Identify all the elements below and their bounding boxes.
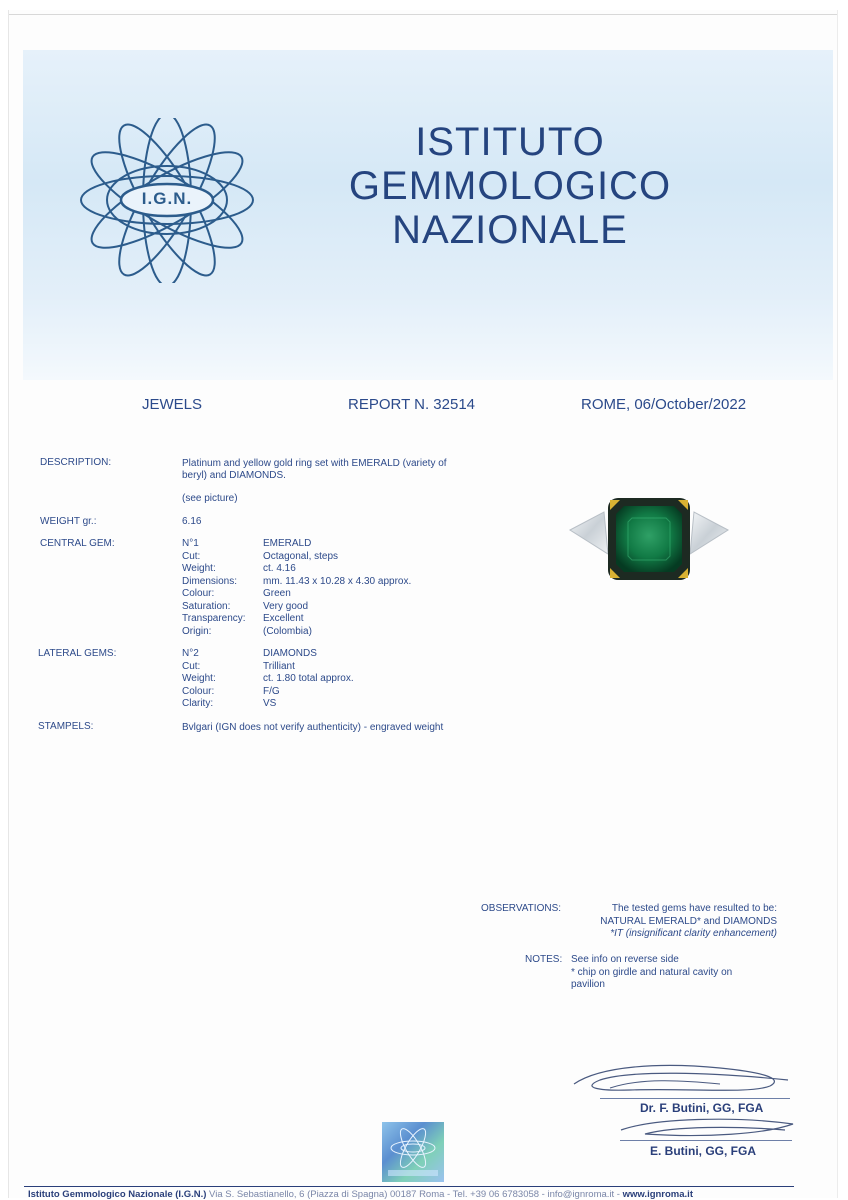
central-gem-key: Origin: (182, 625, 212, 637)
see-picture-note: (see picture) (182, 493, 238, 504)
lateral-gem-value: Trilliant (263, 660, 295, 672)
observations-text (560, 903, 777, 941)
footer-address: Via S. Sebastianello, 6 (Piazza di Spagna) 00187 Roma - Tel. +39 06 6783058 - info@ignroma.it - (209, 1189, 620, 1200)
central-gem-value: Green (263, 588, 291, 599)
observations-line-1: The tested gems have resulted to be: (611, 903, 777, 914)
observations-line-2: NATURAL EMERALD* and DIAMONDS (600, 915, 777, 927)
central-gem-value: (Colombia) (263, 625, 312, 637)
signature-1 (570, 1058, 795, 1098)
central-gem-key: Saturation: (182, 600, 231, 612)
central-gem-key: N°1 (182, 538, 199, 549)
central-gem-key: Dimensions: (182, 575, 238, 587)
lateral-gem-key: Weight: (182, 673, 216, 684)
description-label: DESCRIPTION: (40, 457, 112, 468)
central-gem-value: ct. 4.16 (263, 563, 296, 574)
central-gem-key: Weight: (182, 563, 216, 574)
signature-rule-2 (620, 1140, 792, 1141)
ring-picture (568, 492, 730, 588)
central-gem-label: CENTRAL GEM: (40, 538, 115, 549)
title-line-2: GEMMOLOGICO (348, 164, 672, 208)
central-gem-key: Colour: (182, 588, 215, 599)
place-date: ROME, 06/October/2022 (581, 396, 747, 413)
description-line-1: Platinum and yellow gold ring set with EMERALD (variety of (182, 458, 447, 469)
top-edge-line (9, 14, 837, 15)
central-gem-value: mm. 11.43 x 10.28 x 4.30 approx. (263, 575, 412, 587)
observations-label: OBSERVATIONS: (481, 903, 562, 914)
weight-label: WEIGHT gr.: (40, 516, 97, 527)
lateral-gem-key: Cut: (182, 660, 201, 672)
lateral-gem-key: Clarity: (182, 698, 214, 709)
hologram-seal (382, 1122, 444, 1182)
footer-rule (24, 1186, 794, 1187)
signer-2: E. Butini, GG, FGA (650, 1144, 756, 1158)
description-line-2: beryl) and DIAMONDS. (182, 470, 286, 481)
signature-2 (615, 1114, 800, 1142)
notes-line-2: * chip on girdle and natural cavity on (571, 966, 733, 978)
footer (28, 1189, 693, 1200)
notes-line-3: pavilion (571, 979, 605, 990)
title-line-1: ISTITUTO (415, 120, 605, 164)
notes-line-1: See info on reverse side (571, 954, 679, 965)
lateral-gem-key: N°2 (182, 648, 199, 659)
signer-1: Dr. F. Butini, GG, FGA (640, 1101, 764, 1115)
lateral-gem-value: DIAMONDS (263, 648, 317, 659)
report-number: REPORT N. 32514 (348, 396, 476, 413)
title-line-3: NAZIONALE (392, 208, 628, 252)
footer-name: Istituto Gemmologico Nazionale (I.G.N.) (28, 1189, 207, 1200)
central-gem-value: EMERALD (263, 538, 312, 549)
lateral-gem-value: ct. 1.80 total approx. (263, 673, 354, 684)
observations-line-3: *IT (insignificant clarity enhancement) (610, 928, 777, 939)
lateral-gems-label: LATERAL GEMS: (38, 648, 117, 659)
central-gem-value: Excellent (263, 613, 304, 624)
lateral-gem-value: VS (263, 698, 277, 709)
central-gem-key: Cut: (182, 550, 201, 562)
weight-value: 6.16 (182, 516, 202, 527)
stampels-label: STAMPELS: (38, 721, 94, 732)
central-gem-key: Transparency: (182, 613, 246, 624)
lateral-gem-key: Colour: (182, 685, 215, 697)
emerald-ring-image (568, 492, 730, 588)
lateral-gem-value: F/G (263, 685, 280, 697)
hologram-icon (382, 1122, 444, 1182)
ign-logo (72, 118, 262, 283)
footer-website[interactable]: www.ignroma.it (622, 1189, 693, 1200)
signature-rule-1 (600, 1098, 790, 1099)
notes-text (571, 954, 771, 992)
stampels-value: Bvlgari (IGN does not verify authenticity) - engraved weight (182, 722, 444, 733)
notes-label: NOTES: (525, 954, 563, 965)
logo-text: I.G.N. (141, 189, 193, 208)
institute-title (300, 120, 720, 252)
category-label: JEWELS (142, 396, 203, 413)
central-gem-value: Very good (263, 600, 309, 612)
central-gem-value: Octagonal, steps (263, 550, 339, 562)
